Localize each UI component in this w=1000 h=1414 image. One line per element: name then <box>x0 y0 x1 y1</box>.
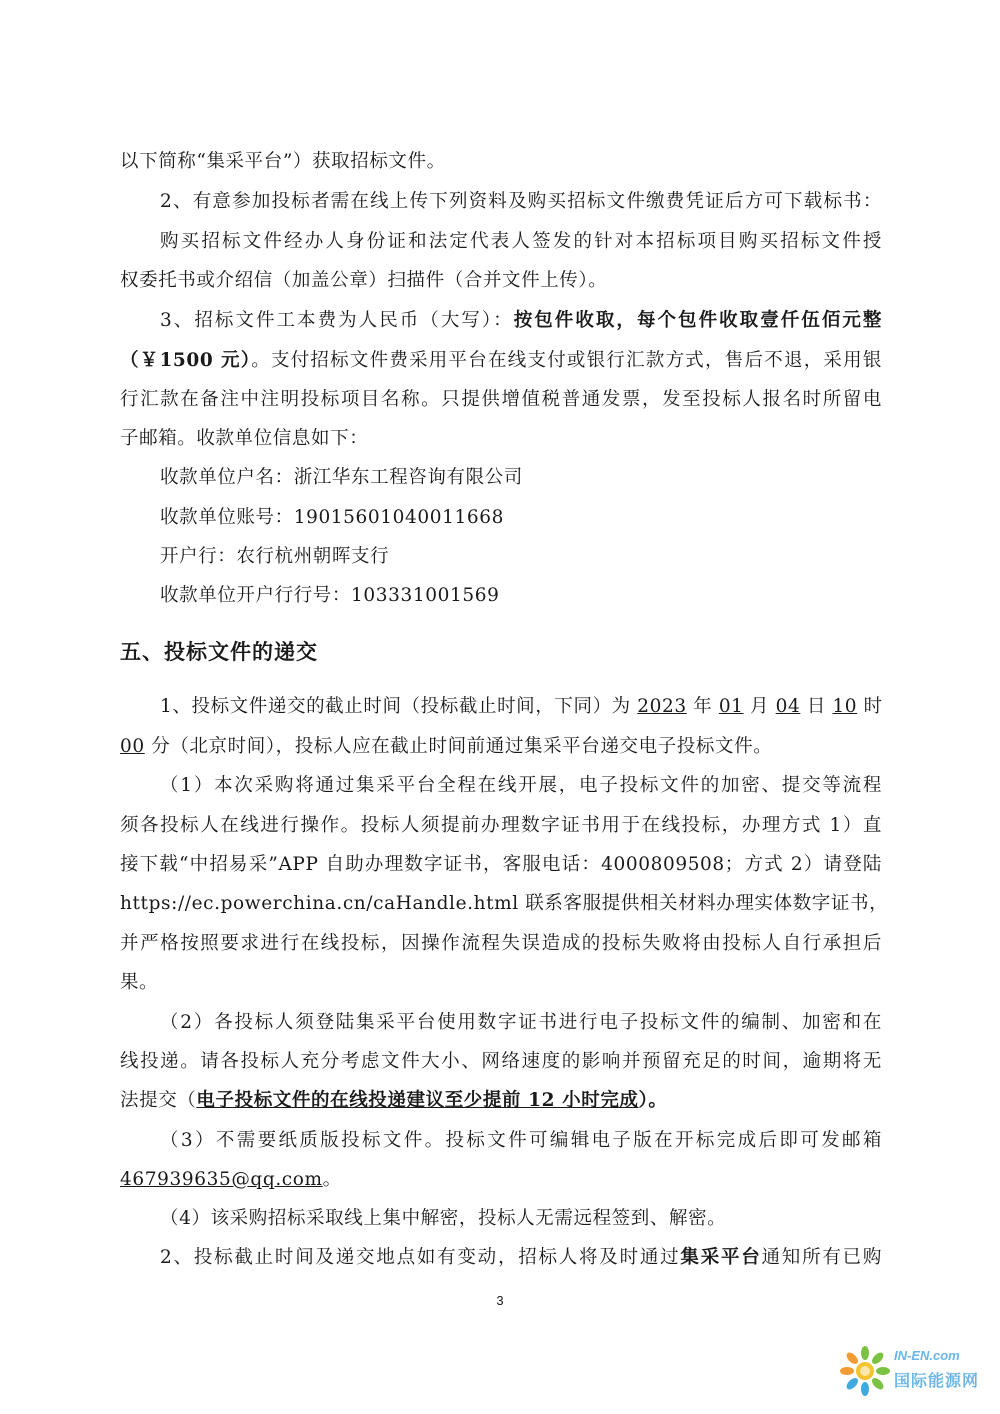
text-line: （4）该采购招标采取线上集中解密，投标人无需远程签到、解密。 <box>160 1208 727 1229</box>
bold-text: 按包件收取，每个包件收取壹仟伍佰元整 <box>513 310 882 331</box>
text-segment: 通知所有已购 <box>761 1247 883 1268</box>
text-line <box>160 308 882 334</box>
watermark <box>838 1344 988 1400</box>
deadline-hour: 10 <box>832 696 858 717</box>
text-segment: 年 <box>686 696 719 717</box>
deadline-minute: 00 <box>120 736 145 757</box>
text-line: （3）不需要纸质版投标文件。投标文件可编辑电子版在开标完成后即可发邮箱 <box>160 1130 882 1151</box>
payee-name: 收款单位户名：浙江华东工程咨询有限公司 <box>160 467 523 488</box>
deadline-day: 04 <box>775 696 801 717</box>
watermark-text: IN-EN.com <box>894 1348 960 1363</box>
email-link[interactable]: 467939635@qq.com <box>120 1169 323 1190</box>
text-segment: 时 <box>857 696 883 717</box>
text-line: （1）本次采购将通过集采平台全程在线开展，电子投标文件的加密、提交等流程 <box>160 775 882 796</box>
text-line <box>160 694 882 720</box>
text-segment: ）。 <box>638 1090 668 1111</box>
text-line: 须各投标人在线进行操作。投标人须提前办理数字证书用于在线投标，办理方式 1）直 <box>120 815 882 836</box>
text-line: 行汇款在备注中注明投标项目名称。只提供增值税普通发票，发至投标人报名时所留电 <box>120 389 882 410</box>
bold-text: （￥1500 元） <box>120 350 252 371</box>
payee-account: 收款单位账号：19015601040011668 <box>160 507 504 528</box>
text-segment: 1、投标文件递交的截止时间（投标截止时间，下同）为 <box>160 696 638 717</box>
text-line <box>120 734 882 760</box>
text-segment: 2、投标截止时间及递交地点如有变动，招标人将及时通过 <box>160 1247 681 1268</box>
payee-bank: 开户行：农行杭州朝晖支行 <box>160 546 390 567</box>
text-segment: 月 <box>743 696 776 717</box>
text-line: 果。 <box>120 972 159 993</box>
text-line <box>120 348 882 374</box>
page-number: 3 <box>496 1293 504 1308</box>
text-line: 权委托书或介绍信（加盖公章）扫描件（合并文件上传）。 <box>120 270 608 291</box>
text-line: 线投递。请各投标人充分考虑文件大小、网络速度的影响并预留充足的时间，逾期将无 <box>120 1051 882 1072</box>
bold-text: 集采平台 <box>680 1247 762 1268</box>
deadline-year: 2023 <box>637 696 687 717</box>
text-line: 2、有意参加投标者需在线上传下列资料及购买招标文件缴费凭证后方可下载标书： <box>160 191 882 212</box>
text-segment: 分（北京时间），投标人应在截止时间前通过集采平台递交电子投标文件。 <box>144 736 773 757</box>
text-segment: 日 <box>800 696 833 717</box>
text-line: 以下简称“集采平台”）获取招标文件。 <box>120 151 446 172</box>
text-segment: 3、招标文件工本费为人民币（大写）： <box>160 310 514 331</box>
text-line: （2）各投标人须登陆集采平台使用数字证书进行电子投标文件的编制、加密和在 <box>160 1012 882 1033</box>
text-segment: 。支付招标文件费采用平台在线支付或银行汇款方式，售后不退，采用银 <box>251 350 882 371</box>
deadline-month: 01 <box>718 696 744 717</box>
text-line <box>120 1167 882 1193</box>
text-segment: 。 <box>322 1169 342 1190</box>
text-line: 购买招标文件经办人身份证和法定代表人签发的针对本招标项目购买招标文件授 <box>160 231 882 252</box>
text-segment: 法提交（ <box>120 1090 197 1111</box>
text-line: 接下载“中招易采”APP 自助办理数字证书，客服电话：4000809508；方式 2）请登陆 <box>120 854 882 875</box>
bold-underlined-text: 电子投标文件的在线投递建议至少提前 12 小时完成 <box>196 1090 639 1111</box>
text-line <box>160 1245 882 1271</box>
text-line: https://ec.powerchina.cn/caHandle.html 联系客服提供相关材料办理实体数字证书， <box>120 893 889 914</box>
section-heading: 五、投标文件的递交 <box>120 639 318 664</box>
text-line: 子邮箱。收款单位信息如下： <box>120 428 369 449</box>
payee-bank-code: 收款单位开户行行号：103331001569 <box>160 585 500 606</box>
watermark-text: 国际能源网 <box>894 1371 980 1390</box>
text-line <box>120 1088 882 1114</box>
text-line: 并严格按照要求进行在线投标，因操作流程失误造成的投标失败将由投标人自行承担后 <box>120 933 882 954</box>
sun-logo-icon <box>838 1344 892 1398</box>
